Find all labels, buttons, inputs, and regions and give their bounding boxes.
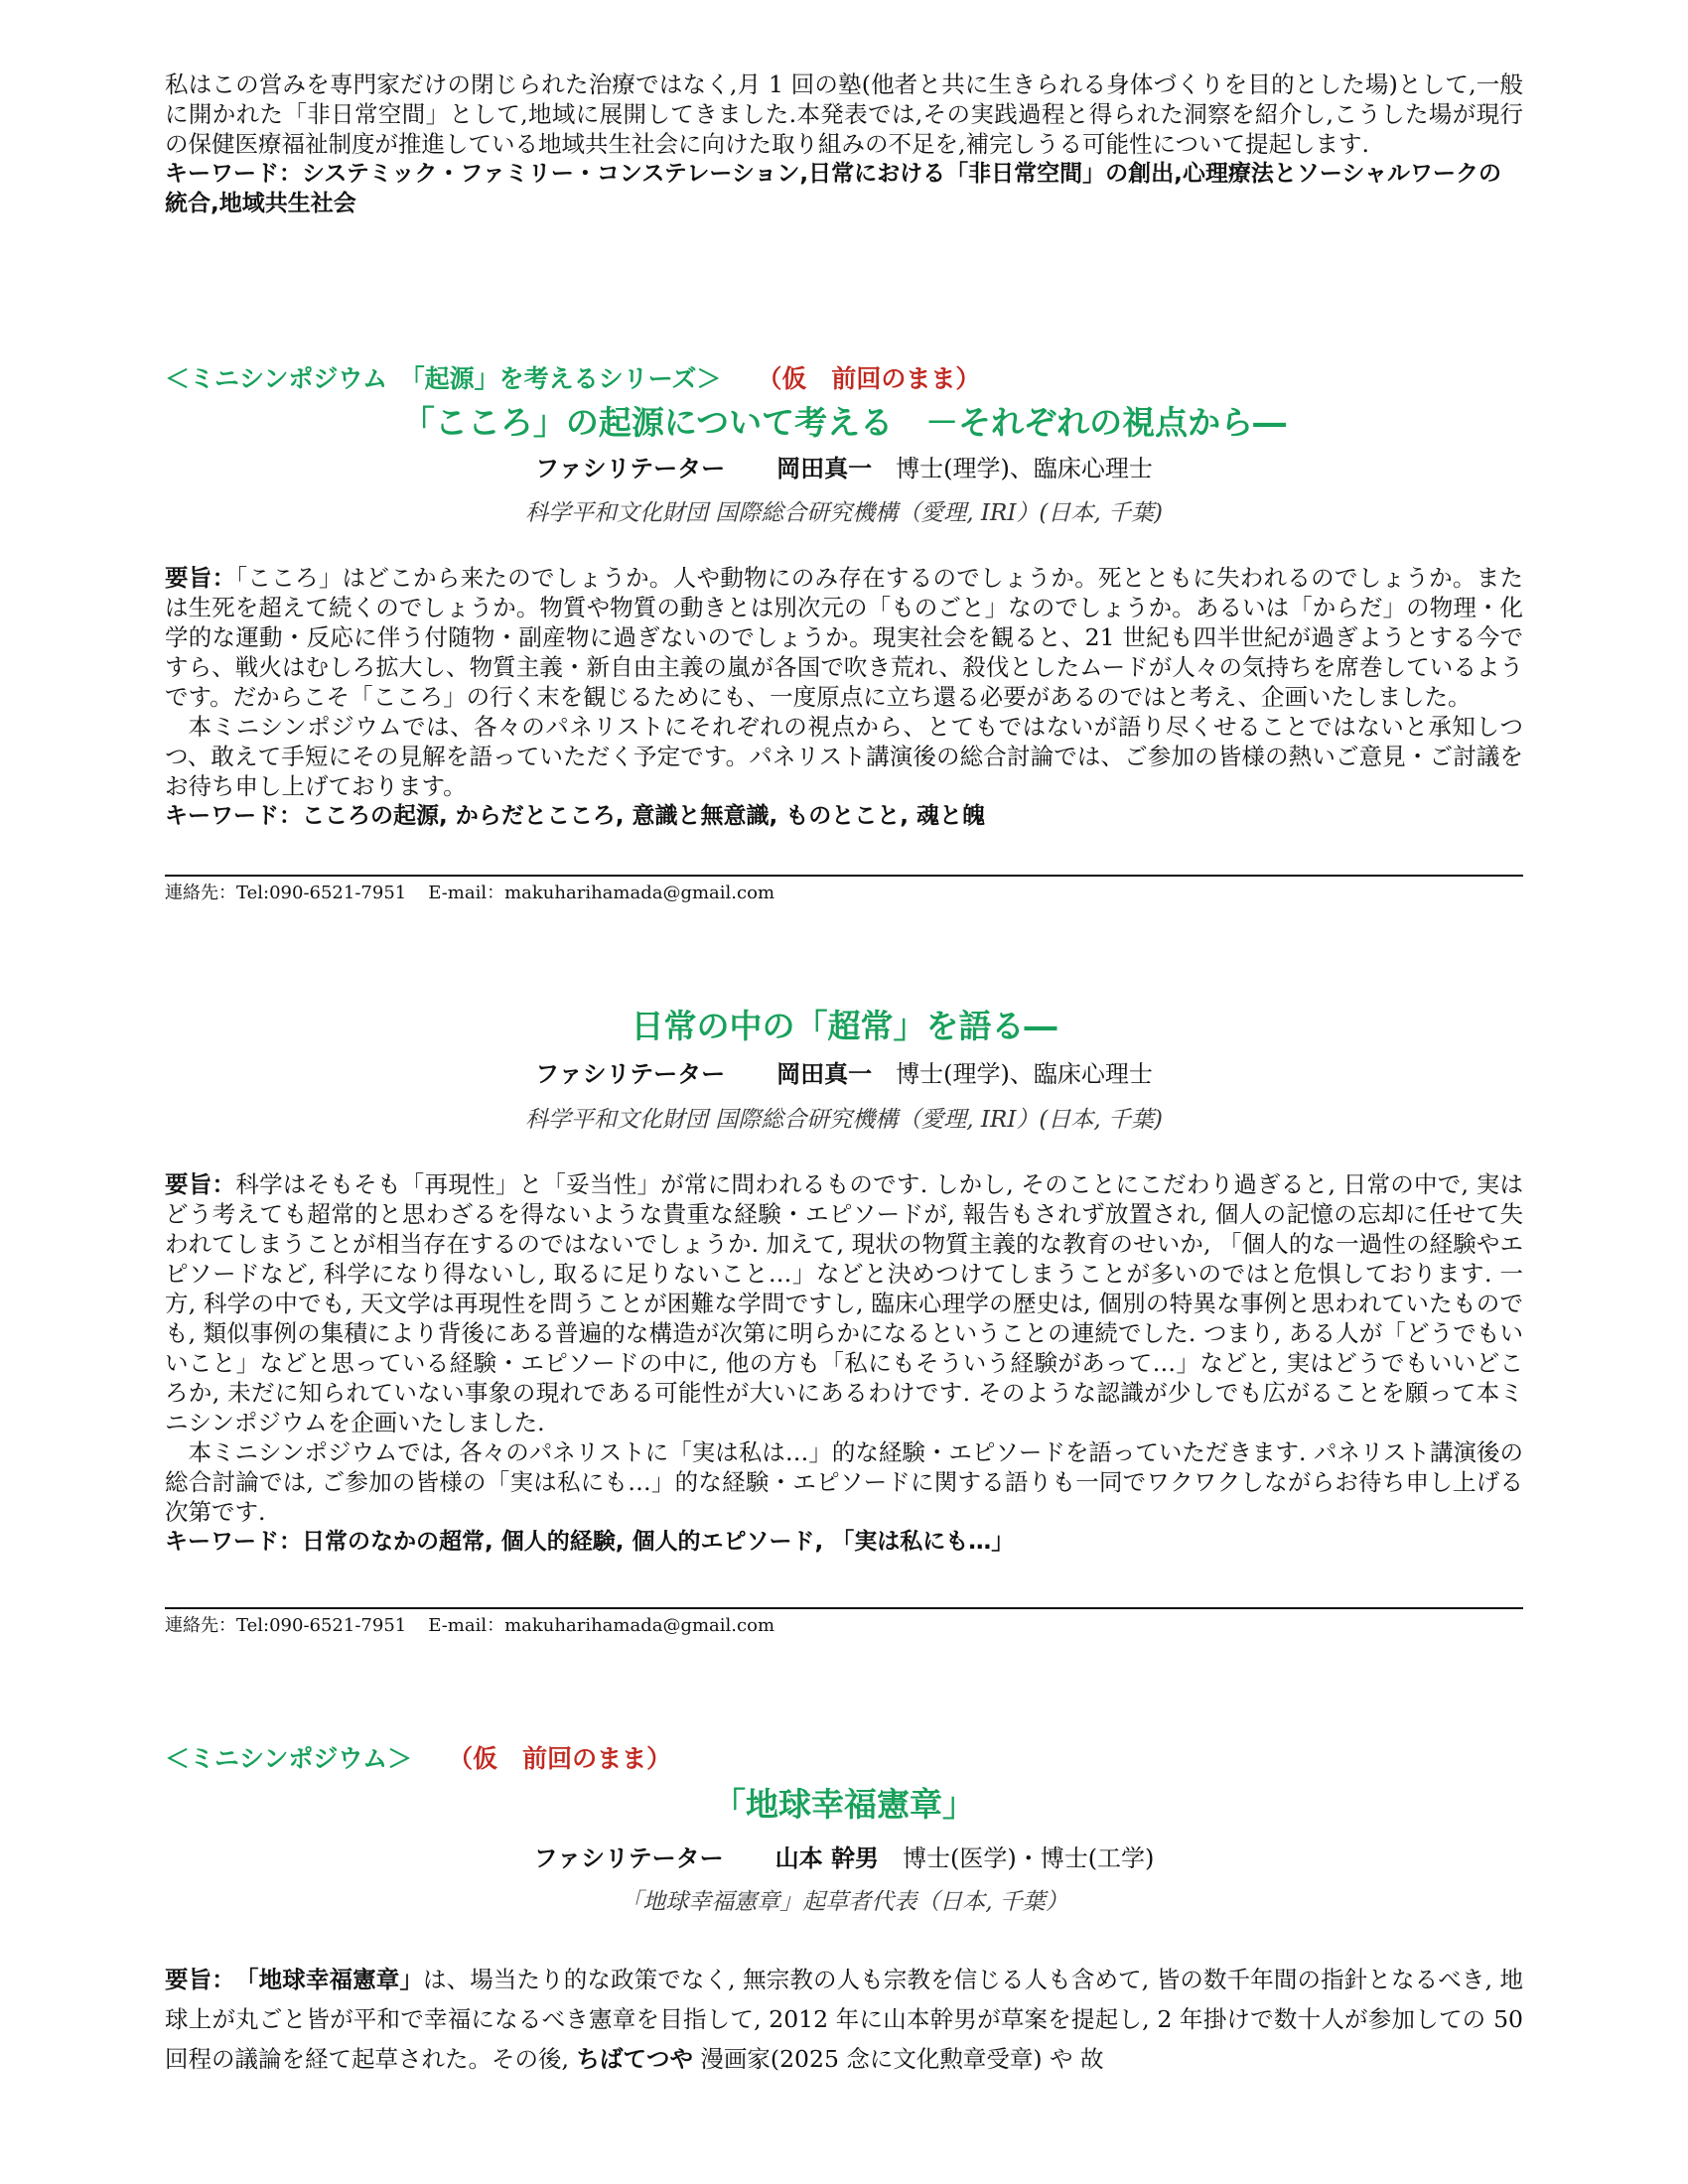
summary-label: 要旨： bbox=[165, 1170, 236, 1198]
section1-keywords: キーワード：こころの起源, からだとこころ, 意識と無意識, ものとこと, 魂と魄 bbox=[165, 803, 985, 829]
contact-tel: 連絡先：Tel:090-6521-7951 bbox=[165, 883, 407, 903]
summary-person-name: ちばてつや bbox=[576, 2045, 693, 2073]
summary-paragraph-1: 科学はそもそも「再現性」と「妥当性」が常に問われるものです. しかし, そのことにこだわり過ぎると, 日常の中で, 実はどう考えても超常的と思わざるを得ないような貴重な経験・エピソードが, 報告もされず放置され, 個人の記憶の忘却に任せて失われてしまうことが相当存在するのではないでしょうか. 加えて, 現状の物質主義的な教育のせいか, 「個人的な一過性の経験やエピソードなど, 科学になり得ないし, 取るに足りないこと…」などと決めつけてしまうことが多いのではと危惧しております. 一方, 科学の中でも, 天文学は再現性を問うことが困難な学問ですし, 臨床心理学の歴史は, 個別の特異な事例と思われていたものでも, 類似事例の集積により背後にある普遍的な構造が次第に明らかになるということの連続でした. つまり, ある人が「どうでもいいこと」などと思っている経験・エピソードの中に, 他の方も「私にもそういう経験があって…」などと, 実はどうでもいいどころか, 未だに知られていない事象の現れである可能性が大いにあるわけです. そのような認識が少しでも広がることを願って本ミニシンポジウムを企画いたしました. bbox=[165, 1170, 1524, 1436]
section2-summary bbox=[165, 1169, 1523, 1557]
facilitator-degree: 博士(理学)、臨床心理士 bbox=[896, 1060, 1153, 1088]
section1-summary bbox=[165, 563, 1523, 831]
facilitator-name: 岡田真一 bbox=[776, 455, 873, 482]
summary-paragraph-2: 本ミニシンポジウムでは、各々のパネリストにそれぞれの視点から、とてもではないが語り尽くせることではないと承知しつつ、敢えて手短にその見解を語っていただく予定です。パネリスト講演後の総合討論では、ご参加の皆様の熱いご意見・ご討議をお待ち申し上げております。 bbox=[165, 713, 1523, 800]
facilitator-name: 山本 幹男 bbox=[774, 1844, 879, 1872]
contact-email: E-mail：makuharihamada@gmail.com bbox=[428, 883, 775, 903]
facilitator-degree: 博士(理学)、臨床心理士 bbox=[896, 455, 1153, 482]
summary-paragraph-1: 「こころ」はどこから来たのでしょうか。人や動物にのみ存在するのでしょうか。死とともに失われるのでしょうか。または生死を超えて続くのでしょうか。物質や物質の動きとは別次元の「ものごと」なのでしょうか。あるいは「からだ」の物理・化学的な運動・反応に伴う付随物・副産物に過ぎないのでしょうか。現実社会を観ると、21 世紀も四半世紀が過ぎようとする今ですら、戦火はむしろ拡大し、物質主義・新自由主義の嵐が各国で吹き荒れ、殺伐としたムードが人々の気持ちを席巻しているようです。だからこそ「こころ」の行く末を観じるためにも、一度原点に立ち還る必要があるのではと考え、企画いたしました。 bbox=[165, 564, 1524, 711]
section1-affiliation: 科学平和文化財団 国際総合研究機構（愛理, IRI）(日本, 千葉) bbox=[525, 500, 1163, 526]
intro-keywords: キーワード：システミック・ファミリー・コンステレーション,日常における「非日常空間」の創出,心理療法とソーシャルワークの統合,地域共生社会 bbox=[165, 161, 1501, 216]
summary-term: 「地球幸福憲章」 bbox=[246, 1966, 423, 1993]
summary-paragraph-1a: は、場当たり的な政策でなく, 無宗教の人も宗教を信じる人も含めて, 皆の数千年間の指針となるべき, 地球上が丸ごと皆が平和で幸福になるべき憲章を目指して, 2012 年に山本幹男が草案を提起し, 2 年掛けで数十人が参加しての 50 回程の議論を経て起草された。その後, bbox=[165, 1966, 1524, 2073]
summary-label: 要旨： bbox=[165, 564, 236, 592]
section3-title: 「地球幸福憲章」 bbox=[713, 1785, 975, 1824]
section3-facilitator bbox=[0, 1839, 1688, 1873]
section1-title: 「こころ」の起源について考える －それぞれの視点から― bbox=[401, 403, 1287, 442]
facilitator-role: ファシリテーター bbox=[533, 1844, 724, 1872]
section2-affiliation: 科学平和文化財団 国際総合研究機構（愛理, IRI）(日本, 千葉) bbox=[525, 1107, 1163, 1133]
facilitator-name: 岡田真一 bbox=[776, 1060, 873, 1088]
section2-keywords: キーワード：日常のなかの超常, 個人的経験, 個人的エピソード, 「実は私にも…」 bbox=[165, 1529, 1015, 1555]
section3-series-label: ＜ミニシンポジウム＞ bbox=[165, 1744, 413, 1773]
facilitator-role: ファシリテーター bbox=[535, 1060, 726, 1088]
summary-paragraph-1b: 漫画家(2025 念に文化勲章受章) や 故 bbox=[692, 2045, 1104, 2073]
summary-paragraph-2: 本ミニシンポジウムでは, 各々のパネリストに「実は私は…」的な経験・エピソードを語っていただきます. パネリスト講演後の総合討論では, ご参加の皆様の「実は私にも…」的な経験・エピソードに関する語りも一同でワクワクしながらお待ち申し上げる次第です. bbox=[165, 1438, 1523, 1526]
facilitator-role: ファシリテーター bbox=[535, 455, 726, 482]
intro-text: 私はこの営みを専門家だけの閉じられた治療ではなく,月 1 回の塾(他者と共に生きられる身体づくりを目的とした場)として,一般に開かれた「非日常空間」として,地域に展開してきました.本発表では,その実践過程と得られた洞察を紹介し,こうした場が現行の保健医療福祉制度が推進している地域共生社会に向けた取り組みの不足を,補完しうる可能性について提起します. bbox=[165, 70, 1523, 158]
section3-affiliation: 「地球幸福憲章」起草者代表（日本, 千葉） bbox=[620, 1889, 1068, 1915]
section3-summary bbox=[165, 1960, 1523, 2079]
facilitator-degree: 博士(医学)・博士(工学) bbox=[902, 1844, 1155, 1872]
section1-contact bbox=[165, 875, 1523, 904]
contact-email: E-mail：makuharihamada@gmail.com bbox=[428, 1615, 775, 1636]
section2-contact bbox=[165, 1607, 1523, 1637]
summary-label: 要旨： bbox=[165, 1966, 224, 1993]
section3-tentative-note: （仮 前回のまま） bbox=[448, 1744, 672, 1773]
intro-block bbox=[165, 69, 1523, 218]
section2-title: 日常の中の「超常」を語る― bbox=[631, 1007, 1057, 1045]
contact-tel: 連絡先：Tel:090-6521-7951 bbox=[165, 1615, 407, 1636]
section2-facilitator bbox=[0, 1054, 1688, 1089]
section1-series-label: ＜ミニシンポジウム 「起源」を考えるシリーズ＞ bbox=[165, 364, 722, 393]
section1-series-header bbox=[165, 359, 980, 395]
section1-tentative-note: （仮 前回のまま） bbox=[757, 364, 981, 393]
section3-series-header bbox=[165, 1739, 671, 1775]
section1-facilitator bbox=[0, 449, 1688, 483]
